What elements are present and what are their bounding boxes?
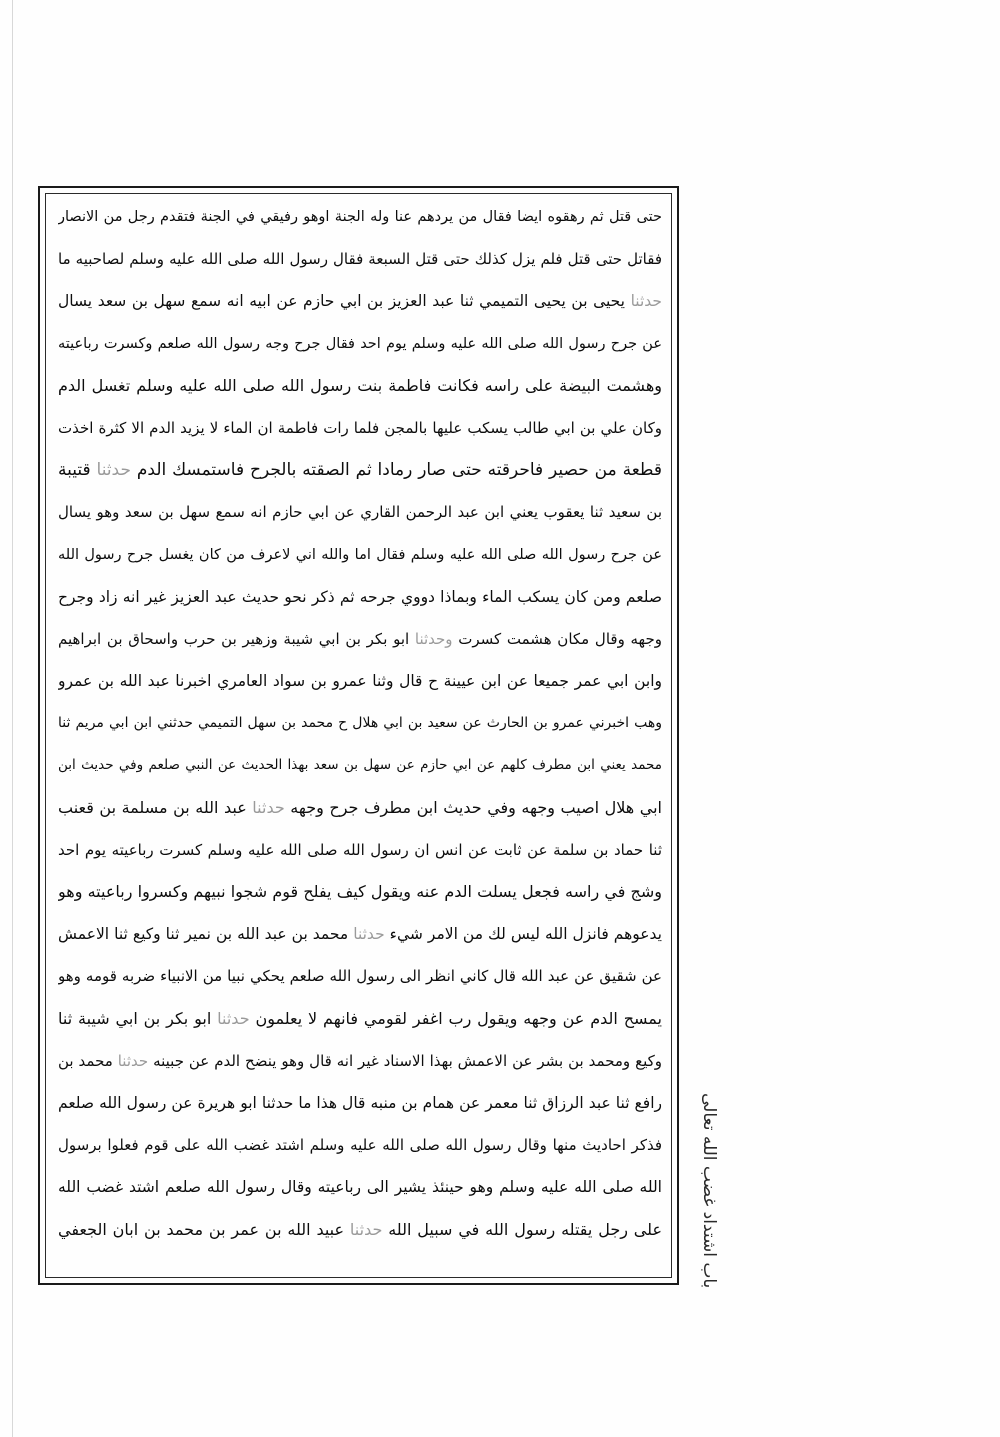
line-text: وكيع ومحمد بن بشر عن الاعمش بهذا الاسناد غير انه قال وهو ينضح الدم عن جبينه xyxy=(148,1051,662,1070)
manuscript-line xyxy=(58,365,662,407)
manuscript-line xyxy=(58,1082,662,1124)
line-text: فقاتل حتى قتل فلم يزل كذلك حتى قتل السبعة فقال رسول الله صلى الله عليه وسلم لصاحبيه ما xyxy=(58,250,662,269)
line-text: محمد بن عبد الله بن نمير ثنا وكيع ثنا الاعمش xyxy=(58,925,354,944)
manuscript-line xyxy=(58,238,662,280)
manuscript-line xyxy=(58,280,662,322)
page-gutter-line xyxy=(12,0,13,1437)
line-text: عن جرح رسول الله صلى الله عليه وسلم يوم احد فقال جرح وجه رسول الله صلعم وكسرت رباعيته xyxy=(58,335,662,352)
line-text: وابن ابي عمر جميعا عن ابن عيينة ح قال وثنا عمرو بن سواد العامري اخبرنا عبد الله بن عمرو xyxy=(58,672,662,691)
line-text: محمد يعني ابن مطرف كلهم عن ابي حازم عن سهل بن سعد بهذا الحديث عن النبي صلعم وفي حديث ابن xyxy=(58,757,662,774)
line-text: عن شقيق عن عبد الله قال كاني انظر الى رسول الله صلعم يحكي نبيا من الانبياء ضربه قومه وهو xyxy=(58,967,662,986)
line-text: عبد الله بن مسلمة بن قعنب xyxy=(58,797,253,817)
line-text: عن جرح رسول الله صلى الله عليه وسلم فقال اما والله اني لاعرف من كان يغسل جرح رسول الله xyxy=(58,546,662,563)
rubric-word: حدثنا xyxy=(96,460,131,481)
rubric-word: حدثنا xyxy=(117,1051,149,1070)
line-text: فذكر احاديث منها وقال رسول الله صلى الله عليه وسلم اشتد غضب الله على قوم فعلوا برسول xyxy=(58,1136,662,1155)
manuscript-line xyxy=(58,449,662,491)
line-text: ابي هلال اصيب وجهه وفي حديث ابن مطرف جرح وجهه xyxy=(284,797,662,817)
line-text: قطعة من حصير فاحرقته حتى صار رمادا ثم الصقته بالجرح فاستمسك الدم xyxy=(131,460,662,481)
line-text: يدعوهم فانزل الله ليس لك من الامر شيء xyxy=(384,925,662,944)
manuscript-line xyxy=(58,1124,662,1166)
line-text: بن سعيد ثنا يعقوب يعني ابن عبد الرحمن القاري عن ابي حازم انه سمع سهل بن سعد وهو يسال xyxy=(58,503,662,522)
manuscript-line xyxy=(58,323,662,365)
manuscript-line xyxy=(58,744,662,786)
line-text: يمسح الدم عن وجهه ويقول رب اغفر لقومي فانهم لا يعلمون xyxy=(249,1008,662,1028)
rubric-word: وحدثنا xyxy=(414,629,453,648)
line-text: يحيى بن يحيى التميمي ثنا عبد العزيز بن ابي حازم عن ابيه انه سمع سهل بن سعد يسال xyxy=(58,292,631,311)
line-text: ابو بكر بن ابي شيبة ثنا xyxy=(58,1008,218,1028)
rubric-word: حدثنا xyxy=(252,797,285,817)
line-text: الله صلى الله عليه وسلم وهو حينئذ يشير الى رباعيته وقال رسول الله صلعم اشتد غضب الله xyxy=(58,1178,662,1197)
manuscript-text-block xyxy=(58,196,662,1276)
line-text: قتيبة xyxy=(58,460,97,481)
manuscript-line xyxy=(58,913,662,955)
line-text: ثنا حماد بن سلمة عن ثابت عن انس ان رسول الله صلى الله عليه وسلم كسرت رباعيته يوم احد xyxy=(58,840,662,859)
line-text: محمد بن xyxy=(58,1051,118,1070)
manuscript-line xyxy=(58,1166,662,1208)
line-text: على رجل يقتله رسول الله في سبيل الله xyxy=(382,1219,662,1239)
manuscript-line xyxy=(58,618,662,660)
line-text: وهشمت البيضة على راسه فكانت فاطمة بنت رسول الله صلى الله عليه وسلم تغسل الدم xyxy=(58,375,662,395)
manuscript-line xyxy=(58,829,662,871)
line-text: صلعم ومن كان يسكب الماء وبماذا دووي جرحه ثم ذكر نحو حديث عبد العزيز غير انه زاد وجرح xyxy=(58,587,662,606)
line-text: وشج في راسه فجعل يسلت الدم عنه ويقول كيف يفلح قوم شجوا نبيهم وكسروا رباعيته وهو xyxy=(58,882,662,901)
line-text: وهب اخبرني عمرو بن الحارث عن سعيد بن ابي هلال ح محمد بن سهل التميمي حدثني ابن ابي مريم ثنا xyxy=(58,715,662,732)
manuscript-line xyxy=(58,196,662,238)
manuscript-line xyxy=(58,787,662,829)
manuscript-line xyxy=(58,871,662,913)
manuscript-line xyxy=(58,534,662,576)
line-text: حتى قتل ثم رهقوه ايضا فقال من يردهم عنا وله الجنة اوهو رفيقي في الجنة فتقدم رجل من الانصار xyxy=(58,209,662,225)
manuscript-line xyxy=(58,702,662,744)
rubric-word: حدثنا xyxy=(630,292,662,311)
rubric-word: حدثنا xyxy=(217,1008,250,1028)
line-text: رافع ثنا عبد الرزاق ثنا معمر عن همام بن منبه قال هذا ما حدثنا ابو هريرة عن رسول الله صلعم xyxy=(58,1093,662,1112)
line-text: وجهه وقال مكان هشمت كسرت xyxy=(452,629,662,648)
manuscript-line xyxy=(58,1209,662,1251)
manuscript-line xyxy=(58,1040,662,1082)
line-text: ابو بكر بن ابي شيبة وزهير بن حرب واسحاق بن ابراهيم xyxy=(58,629,415,648)
line-text: عبيد الله بن عمر بن محمد بن ابان الجعفي xyxy=(58,1219,350,1239)
manuscript-line xyxy=(58,660,662,702)
rubric-word: حدثنا xyxy=(349,1219,383,1239)
manuscript-line xyxy=(58,576,662,618)
line-text: وكان علي بن ابي طالب يسكب عليها بالمجن فلما رات فاطمة ان الماء لا يزيد الدم الا كثرة اخذت xyxy=(58,418,662,437)
manuscript-line xyxy=(58,407,662,449)
manuscript-line xyxy=(58,955,662,997)
manuscript-line xyxy=(58,998,662,1040)
margin-chapter-heading: باب اشتداد غضب الله تعالى xyxy=(699,1092,719,1288)
manuscript-line xyxy=(58,491,662,533)
rubric-word: حدثنا xyxy=(353,925,385,944)
